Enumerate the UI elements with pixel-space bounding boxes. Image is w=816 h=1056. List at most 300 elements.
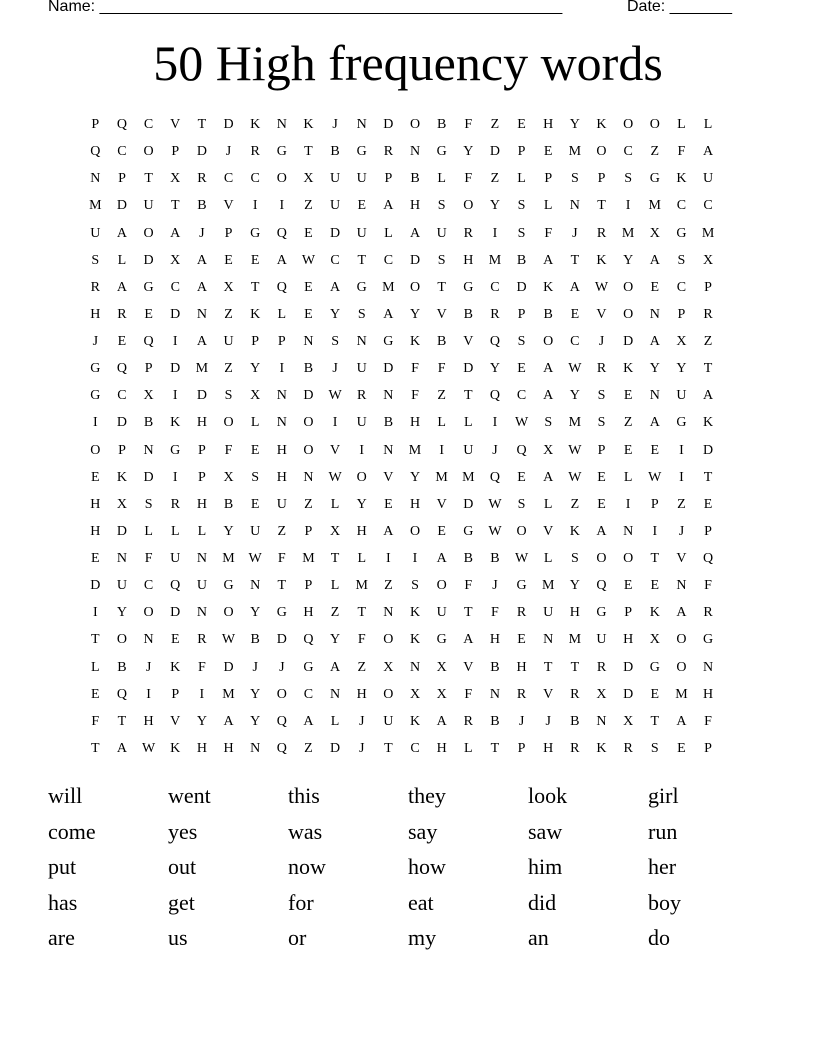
grid-letter[interactable]: N [196, 605, 207, 621]
grid-letter[interactable]: D [463, 496, 474, 512]
grid-letter[interactable]: L [437, 171, 446, 187]
grid-letter[interactable]: A [276, 252, 287, 268]
grid-letter[interactable]: F [224, 442, 233, 458]
grid-letter[interactable]: A [196, 252, 207, 268]
grid-letter[interactable]: P [704, 279, 712, 295]
grid-letter[interactable]: I [252, 198, 258, 214]
grid-letter[interactable]: A [649, 334, 660, 349]
grid-letter[interactable]: N [543, 632, 554, 648]
grid-letter[interactable]: L [170, 523, 180, 539]
grid-letter[interactable]: P [597, 171, 606, 187]
grid-letter[interactable]: N [569, 198, 580, 214]
grid-letter[interactable]: Q [489, 388, 500, 404]
grid-letter[interactable]: B [436, 117, 447, 132]
grid-letter[interactable]: H [409, 496, 421, 512]
grid-letter[interactable]: I [492, 225, 498, 241]
grid-letter[interactable]: I [625, 198, 631, 214]
grid-letter[interactable]: J [545, 713, 551, 729]
grid-letter[interactable]: N [303, 469, 314, 485]
grid-letter[interactable]: C [703, 198, 713, 214]
grid-letter[interactable]: H [223, 740, 234, 756]
grid-letter[interactable]: R [383, 144, 394, 160]
grid-letter[interactable]: B [463, 551, 473, 566]
grid-letter[interactable]: X [223, 279, 234, 295]
grid-letter[interactable]: C [570, 334, 580, 349]
grid-letter[interactable]: L [543, 198, 553, 214]
grid-letter[interactable]: R [463, 713, 473, 729]
grid-letter[interactable]: P [118, 442, 126, 458]
grid-letter[interactable]: J [92, 334, 99, 349]
grid-letter[interactable]: R [596, 659, 607, 675]
grid-letter[interactable]: G [649, 171, 660, 187]
grid-letter[interactable]: O [143, 605, 154, 621]
grid-letter[interactable]: P [224, 225, 233, 241]
grid-letter[interactable]: Y [250, 713, 261, 729]
grid-letter[interactable]: P [304, 578, 313, 594]
grid-letter[interactable]: O [623, 279, 634, 295]
grid-letter[interactable]: H [436, 740, 447, 756]
grid-letter[interactable]: O [409, 523, 421, 539]
grid-letter[interactable]: J [252, 659, 258, 675]
grid-letter[interactable]: A [543, 361, 554, 377]
grid-letter[interactable]: G [463, 279, 474, 295]
grid-letter[interactable]: I [359, 442, 365, 458]
grid-letter[interactable]: I [172, 334, 178, 349]
grid-letter[interactable]: I [279, 198, 285, 214]
grid-letter[interactable]: D [116, 415, 128, 431]
grid-letter[interactable]: C [623, 144, 633, 160]
grid-letter[interactable]: A [436, 551, 447, 566]
grid-letter[interactable]: Q [116, 361, 128, 377]
grid-letter[interactable]: U [356, 171, 367, 187]
grid-letter[interactable]: Q [276, 225, 287, 241]
grid-letter[interactable]: Z [224, 361, 233, 377]
grid-letter[interactable]: K [409, 605, 421, 621]
grid-letter[interactable]: C [490, 279, 500, 295]
grid-letter[interactable]: M [568, 415, 582, 431]
grid-letter[interactable]: V [436, 496, 447, 512]
grid-letter[interactable]: E [170, 632, 180, 648]
grid-letter[interactable]: U [250, 523, 261, 539]
grid-letter[interactable]: X [250, 388, 261, 404]
grid-letter[interactable]: L [384, 225, 393, 241]
grid-letter[interactable]: Q [276, 713, 287, 729]
grid-letter[interactable]: S [437, 198, 446, 214]
grid-letter[interactable]: K [596, 740, 607, 756]
grid-letter[interactable]: N [356, 334, 367, 349]
grid-letter[interactable]: C [223, 171, 234, 187]
grid-letter[interactable]: O [623, 306, 634, 322]
grid-letter[interactable]: A [649, 252, 660, 268]
grid-letter[interactable]: X [143, 388, 154, 404]
grid-letter[interactable]: Z [330, 605, 340, 621]
grid-letter[interactable]: X [702, 252, 714, 268]
grid-letter[interactable]: U [383, 713, 394, 729]
grid-letter[interactable]: K [409, 334, 421, 349]
grid-letter[interactable]: N [409, 144, 421, 160]
grid-letter[interactable]: H [143, 713, 154, 729]
grid-letter[interactable]: R [170, 496, 180, 512]
grid-letter[interactable]: G [250, 225, 261, 241]
grid-letter[interactable]: P [650, 496, 659, 512]
grid-letter[interactable]: Q [90, 144, 101, 160]
grid-letter[interactable]: I [146, 686, 151, 702]
grid-letter[interactable]: U [143, 198, 154, 214]
grid-letter[interactable]: B [330, 144, 340, 160]
grid-letter[interactable]: D [303, 388, 314, 404]
grid-letter[interactable]: L [437, 415, 446, 431]
grid-letter[interactable]: A [116, 279, 128, 295]
grid-letter[interactable]: C [303, 686, 314, 702]
grid-letter[interactable]: F [464, 686, 473, 702]
grid-letter[interactable]: A [702, 144, 714, 160]
grid-letter[interactable]: S [650, 740, 659, 756]
grid-letter[interactable]: B [436, 334, 447, 349]
grid-letter[interactable]: E [650, 686, 660, 702]
grid-letter[interactable]: Y [649, 361, 660, 377]
grid-letter[interactable]: M [222, 551, 235, 566]
grid-letter[interactable]: G [170, 442, 181, 458]
grid-letter[interactable]: T [170, 198, 180, 214]
grid-letter[interactable]: Y [569, 578, 580, 594]
grid-letter[interactable]: E [517, 632, 526, 648]
grid-letter[interactable]: Z [384, 578, 393, 594]
grid-letter[interactable]: V [436, 306, 447, 322]
grid-letter[interactable]: B [490, 551, 500, 566]
grid-letter[interactable]: U [596, 632, 607, 648]
grid-letter[interactable]: H [623, 632, 634, 648]
grid-letter[interactable]: O [383, 632, 394, 648]
grid-letter[interactable]: G [276, 605, 287, 621]
grid-letter[interactable]: W [301, 252, 316, 268]
grid-letter[interactable]: O [90, 442, 101, 458]
grid-letter[interactable]: H [196, 740, 207, 756]
grid-letter[interactable]: I [412, 551, 418, 566]
grid-letter[interactable]: Y [250, 605, 261, 621]
grid-letter[interactable]: D [463, 361, 474, 377]
grid-letter[interactable]: E [597, 469, 606, 485]
grid-letter[interactable]: A [383, 306, 394, 322]
grid-letter[interactable]: G [702, 632, 714, 648]
grid-letter[interactable]: K [596, 252, 607, 268]
grid-letter[interactable]: D [383, 361, 394, 377]
grid-letter[interactable]: W [568, 442, 582, 458]
grid-letter[interactable]: M [382, 279, 395, 295]
grid-letter[interactable]: W [328, 469, 342, 485]
grid-letter[interactable]: T [330, 551, 340, 566]
grid-letter[interactable]: B [223, 496, 234, 512]
grid-letter[interactable]: M [222, 686, 235, 702]
grid-letter[interactable]: Q [489, 469, 500, 485]
grid-letter[interactable]: T [703, 361, 713, 377]
grid-letter[interactable]: Y [356, 496, 367, 512]
grid-letter[interactable]: O [649, 117, 660, 132]
grid-letter[interactable]: M [89, 198, 102, 214]
grid-letter[interactable]: P [118, 171, 126, 187]
grid-letter[interactable]: W [514, 551, 529, 566]
grid-letter[interactable]: R [463, 225, 473, 241]
grid-letter[interactable]: T [304, 144, 313, 160]
grid-letter[interactable]: G [276, 144, 287, 160]
grid-letter[interactable]: K [116, 469, 128, 485]
grid-letter[interactable]: C [250, 171, 260, 187]
grid-letter[interactable]: R [516, 605, 527, 621]
grid-letter[interactable]: S [357, 306, 366, 322]
grid-letter[interactable]: U [356, 415, 367, 431]
grid-letter[interactable]: A [676, 713, 687, 729]
grid-letter[interactable]: U [356, 225, 367, 241]
grid-letter[interactable]: X [543, 442, 554, 458]
grid-letter[interactable]: E [517, 117, 526, 132]
grid-letter[interactable]: E [650, 279, 660, 295]
grid-letter[interactable]: E [224, 252, 233, 268]
grid-letter[interactable]: F [704, 713, 712, 729]
grid-letter[interactable]: L [357, 551, 366, 566]
grid-letter[interactable]: H [303, 605, 314, 621]
grid-letter[interactable]: F [144, 551, 153, 566]
grid-letter[interactable]: K [623, 361, 634, 377]
grid-letter[interactable]: P [144, 361, 153, 377]
grid-letter[interactable]: D [143, 469, 154, 485]
grid-letter[interactable]: K [543, 279, 554, 295]
grid-letter[interactable]: Q [116, 117, 128, 132]
grid-letter[interactable]: H [463, 252, 474, 268]
grid-letter[interactable]: N [276, 415, 287, 431]
grid-letter[interactable]: D [623, 334, 634, 349]
grid-letter[interactable]: N [623, 523, 634, 539]
grid-letter[interactable]: A [383, 198, 394, 214]
grid-letter[interactable]: R [570, 740, 580, 756]
grid-letter[interactable]: K [170, 415, 181, 431]
grid-letter[interactable]: R [197, 632, 207, 648]
grid-letter[interactable]: G [356, 144, 367, 160]
grid-letter[interactable]: E [91, 469, 100, 485]
grid-letter[interactable]: A [543, 469, 554, 485]
grid-letter[interactable]: Y [250, 361, 261, 377]
grid-letter[interactable]: J [332, 361, 338, 377]
grid-letter[interactable]: E [623, 578, 633, 594]
grid-letter[interactable]: E [144, 306, 153, 322]
grid-letter[interactable]: H [90, 306, 101, 322]
grid-letter[interactable]: P [677, 306, 686, 322]
grid-letter[interactable]: K [170, 740, 181, 756]
grid-letter[interactable]: O [303, 442, 314, 458]
grid-letter[interactable]: P [704, 740, 712, 756]
grid-letter[interactable]: R [596, 225, 607, 241]
grid-letter[interactable]: S [517, 334, 526, 349]
grid-letter[interactable]: C [676, 198, 687, 214]
grid-letter[interactable]: K [409, 632, 421, 648]
grid-letter[interactable]: R [703, 306, 713, 322]
grid-letter[interactable]: P [197, 469, 206, 485]
grid-letter[interactable]: E [650, 578, 660, 594]
grid-letter[interactable]: E [597, 496, 606, 512]
grid-letter[interactable]: E [677, 740, 686, 756]
grid-letter[interactable]: T [357, 605, 366, 621]
grid-letter[interactable]: O [623, 551, 634, 566]
grid-letter[interactable]: A [116, 225, 128, 241]
grid-letter[interactable]: E [623, 442, 633, 458]
grid-letter[interactable]: A [676, 605, 687, 621]
grid-letter[interactable]: V [543, 686, 554, 702]
grid-letter[interactable]: F [411, 361, 419, 377]
grid-letter[interactable]: L [250, 415, 260, 431]
grid-letter[interactable]: V [676, 551, 687, 566]
grid-letter[interactable]: L [197, 523, 207, 539]
date-field[interactable]: Date: _______ [627, 0, 732, 15]
grid-letter[interactable]: P [277, 334, 286, 349]
grid-letter[interactable]: E [437, 523, 446, 539]
grid-letter[interactable]: O [436, 578, 447, 594]
grid-letter[interactable]: R [197, 171, 207, 187]
grid-letter[interactable]: A [383, 523, 394, 539]
grid-letter[interactable]: S [437, 252, 446, 268]
grid-letter[interactable]: Y [116, 605, 128, 621]
grid-letter[interactable]: E [517, 361, 526, 377]
grid-letter[interactable]: H [409, 415, 421, 431]
grid-letter[interactable]: X [223, 469, 234, 485]
grid-letter[interactable]: E [304, 279, 313, 295]
grid-letter[interactable]: J [678, 523, 685, 539]
grid-letter[interactable]: Y [409, 469, 421, 485]
grid-letter[interactable]: V [170, 713, 181, 729]
grid-letter[interactable]: R [490, 306, 500, 322]
grid-letter[interactable]: Z [650, 144, 660, 160]
grid-letter[interactable]: Y [489, 198, 500, 214]
grid-letter[interactable]: U [702, 171, 714, 187]
grid-letter[interactable]: U [543, 605, 554, 621]
grid-letter[interactable]: C [383, 252, 394, 268]
grid-letter[interactable]: N [90, 171, 101, 187]
grid-letter[interactable]: T [437, 279, 446, 295]
grid-letter[interactable]: P [624, 605, 633, 621]
grid-letter[interactable]: E [304, 306, 313, 322]
grid-letter[interactable]: E [357, 198, 366, 214]
grid-letter[interactable]: T [117, 713, 127, 729]
grid-letter[interactable]: U [676, 388, 687, 404]
grid-letter[interactable]: V [543, 523, 554, 539]
grid-letter[interactable]: X [436, 659, 447, 675]
grid-letter[interactable]: N [409, 659, 421, 675]
grid-letter[interactable]: N [330, 686, 341, 702]
grid-letter[interactable]: F [704, 578, 712, 594]
grid-letter[interactable]: T [91, 632, 100, 648]
grid-letter[interactable]: U [116, 578, 128, 594]
grid-letter[interactable]: J [145, 659, 152, 675]
grid-letter[interactable]: D [170, 361, 181, 377]
grid-letter[interactable]: Z [570, 496, 580, 512]
grid-letter[interactable]: L [91, 659, 100, 675]
grid-letter[interactable]: X [623, 713, 634, 729]
grid-letter[interactable]: O [463, 198, 474, 214]
grid-letter[interactable]: E [650, 442, 660, 458]
grid-letter[interactable]: J [359, 713, 365, 729]
grid-letter[interactable]: I [679, 442, 684, 458]
grid-letter[interactable]: K [649, 605, 660, 621]
grid-letter[interactable]: N [303, 334, 314, 349]
grid-letter[interactable]: F [197, 659, 206, 675]
grid-letter[interactable]: B [303, 361, 314, 377]
grid-letter[interactable]: X [676, 334, 687, 349]
grid-letter[interactable]: Z [490, 117, 500, 132]
grid-letter[interactable]: M [568, 144, 582, 160]
grid-letter[interactable]: D [489, 144, 500, 160]
grid-letter[interactable]: N [649, 388, 660, 404]
grid-letter[interactable]: B [570, 713, 580, 729]
grid-letter[interactable]: C [676, 279, 687, 295]
grid-letter[interactable]: I [439, 442, 444, 458]
grid-letter[interactable]: L [330, 578, 340, 594]
grid-letter[interactable]: C [117, 388, 127, 404]
grid-letter[interactable]: A [596, 523, 607, 539]
grid-letter[interactable]: Q [702, 551, 714, 566]
grid-letter[interactable]: D [223, 117, 234, 132]
grid-letter[interactable]: Q [170, 578, 181, 594]
grid-letter[interactable]: S [544, 415, 553, 431]
grid-letter[interactable]: L [277, 306, 287, 322]
grid-letter[interactable]: X [116, 496, 128, 512]
grid-letter[interactable]: Z [437, 388, 446, 404]
grid-letter[interactable]: Z [703, 334, 713, 349]
grid-letter[interactable]: U [90, 225, 101, 241]
grid-letter[interactable]: F [544, 225, 553, 241]
grid-letter[interactable]: J [279, 659, 285, 675]
grid-letter[interactable]: D [516, 279, 527, 295]
grid-letter[interactable]: V [383, 469, 394, 485]
grid-letter[interactable]: A [543, 252, 554, 268]
grid-letter[interactable]: O [116, 632, 128, 648]
grid-letter[interactable]: A [543, 388, 554, 404]
grid-letter[interactable]: W [514, 415, 529, 431]
grid-letter[interactable]: S [570, 551, 579, 566]
grid-letter[interactable]: L [144, 523, 153, 539]
grid-letter[interactable]: K [702, 415, 714, 431]
grid-letter[interactable]: M [648, 198, 661, 214]
grid-letter[interactable]: P [91, 117, 100, 132]
grid-letter[interactable]: G [676, 225, 687, 241]
grid-letter[interactable]: D [116, 198, 128, 214]
grid-letter[interactable]: G [436, 632, 447, 648]
grid-letter[interactable]: T [250, 279, 260, 295]
grid-letter[interactable]: Z [304, 198, 313, 214]
grid-letter[interactable]: M [675, 686, 688, 702]
grid-letter[interactable]: A [649, 415, 660, 431]
grid-letter[interactable]: U [330, 198, 341, 214]
grid-letter[interactable]: H [489, 632, 500, 648]
grid-letter[interactable]: I [625, 496, 631, 512]
grid-letter[interactable]: Y [489, 361, 500, 377]
grid-letter[interactable]: P [304, 523, 313, 539]
grid-letter[interactable]: D [170, 605, 181, 621]
grid-letter[interactable]: M [701, 225, 715, 241]
grid-letter[interactable]: B [383, 415, 394, 431]
grid-letter[interactable]: Q [596, 578, 607, 594]
grid-letter[interactable]: T [464, 605, 473, 621]
grid-letter[interactable]: S [251, 469, 260, 485]
grid-letter[interactable]: N [143, 442, 154, 458]
grid-letter[interactable]: A [116, 740, 128, 756]
grid-letter[interactable]: P [517, 144, 526, 160]
grid-letter[interactable]: J [572, 225, 578, 241]
grid-letter[interactable]: F [277, 551, 286, 566]
grid-letter[interactable]: O [623, 117, 634, 132]
grid-letter[interactable]: F [491, 605, 499, 621]
grid-letter[interactable]: T [490, 740, 500, 756]
grid-letter[interactable]: N [489, 686, 500, 702]
grid-letter[interactable]: E [543, 144, 553, 160]
grid-letter[interactable]: A [196, 279, 207, 295]
grid-letter[interactable]: V [463, 334, 474, 349]
